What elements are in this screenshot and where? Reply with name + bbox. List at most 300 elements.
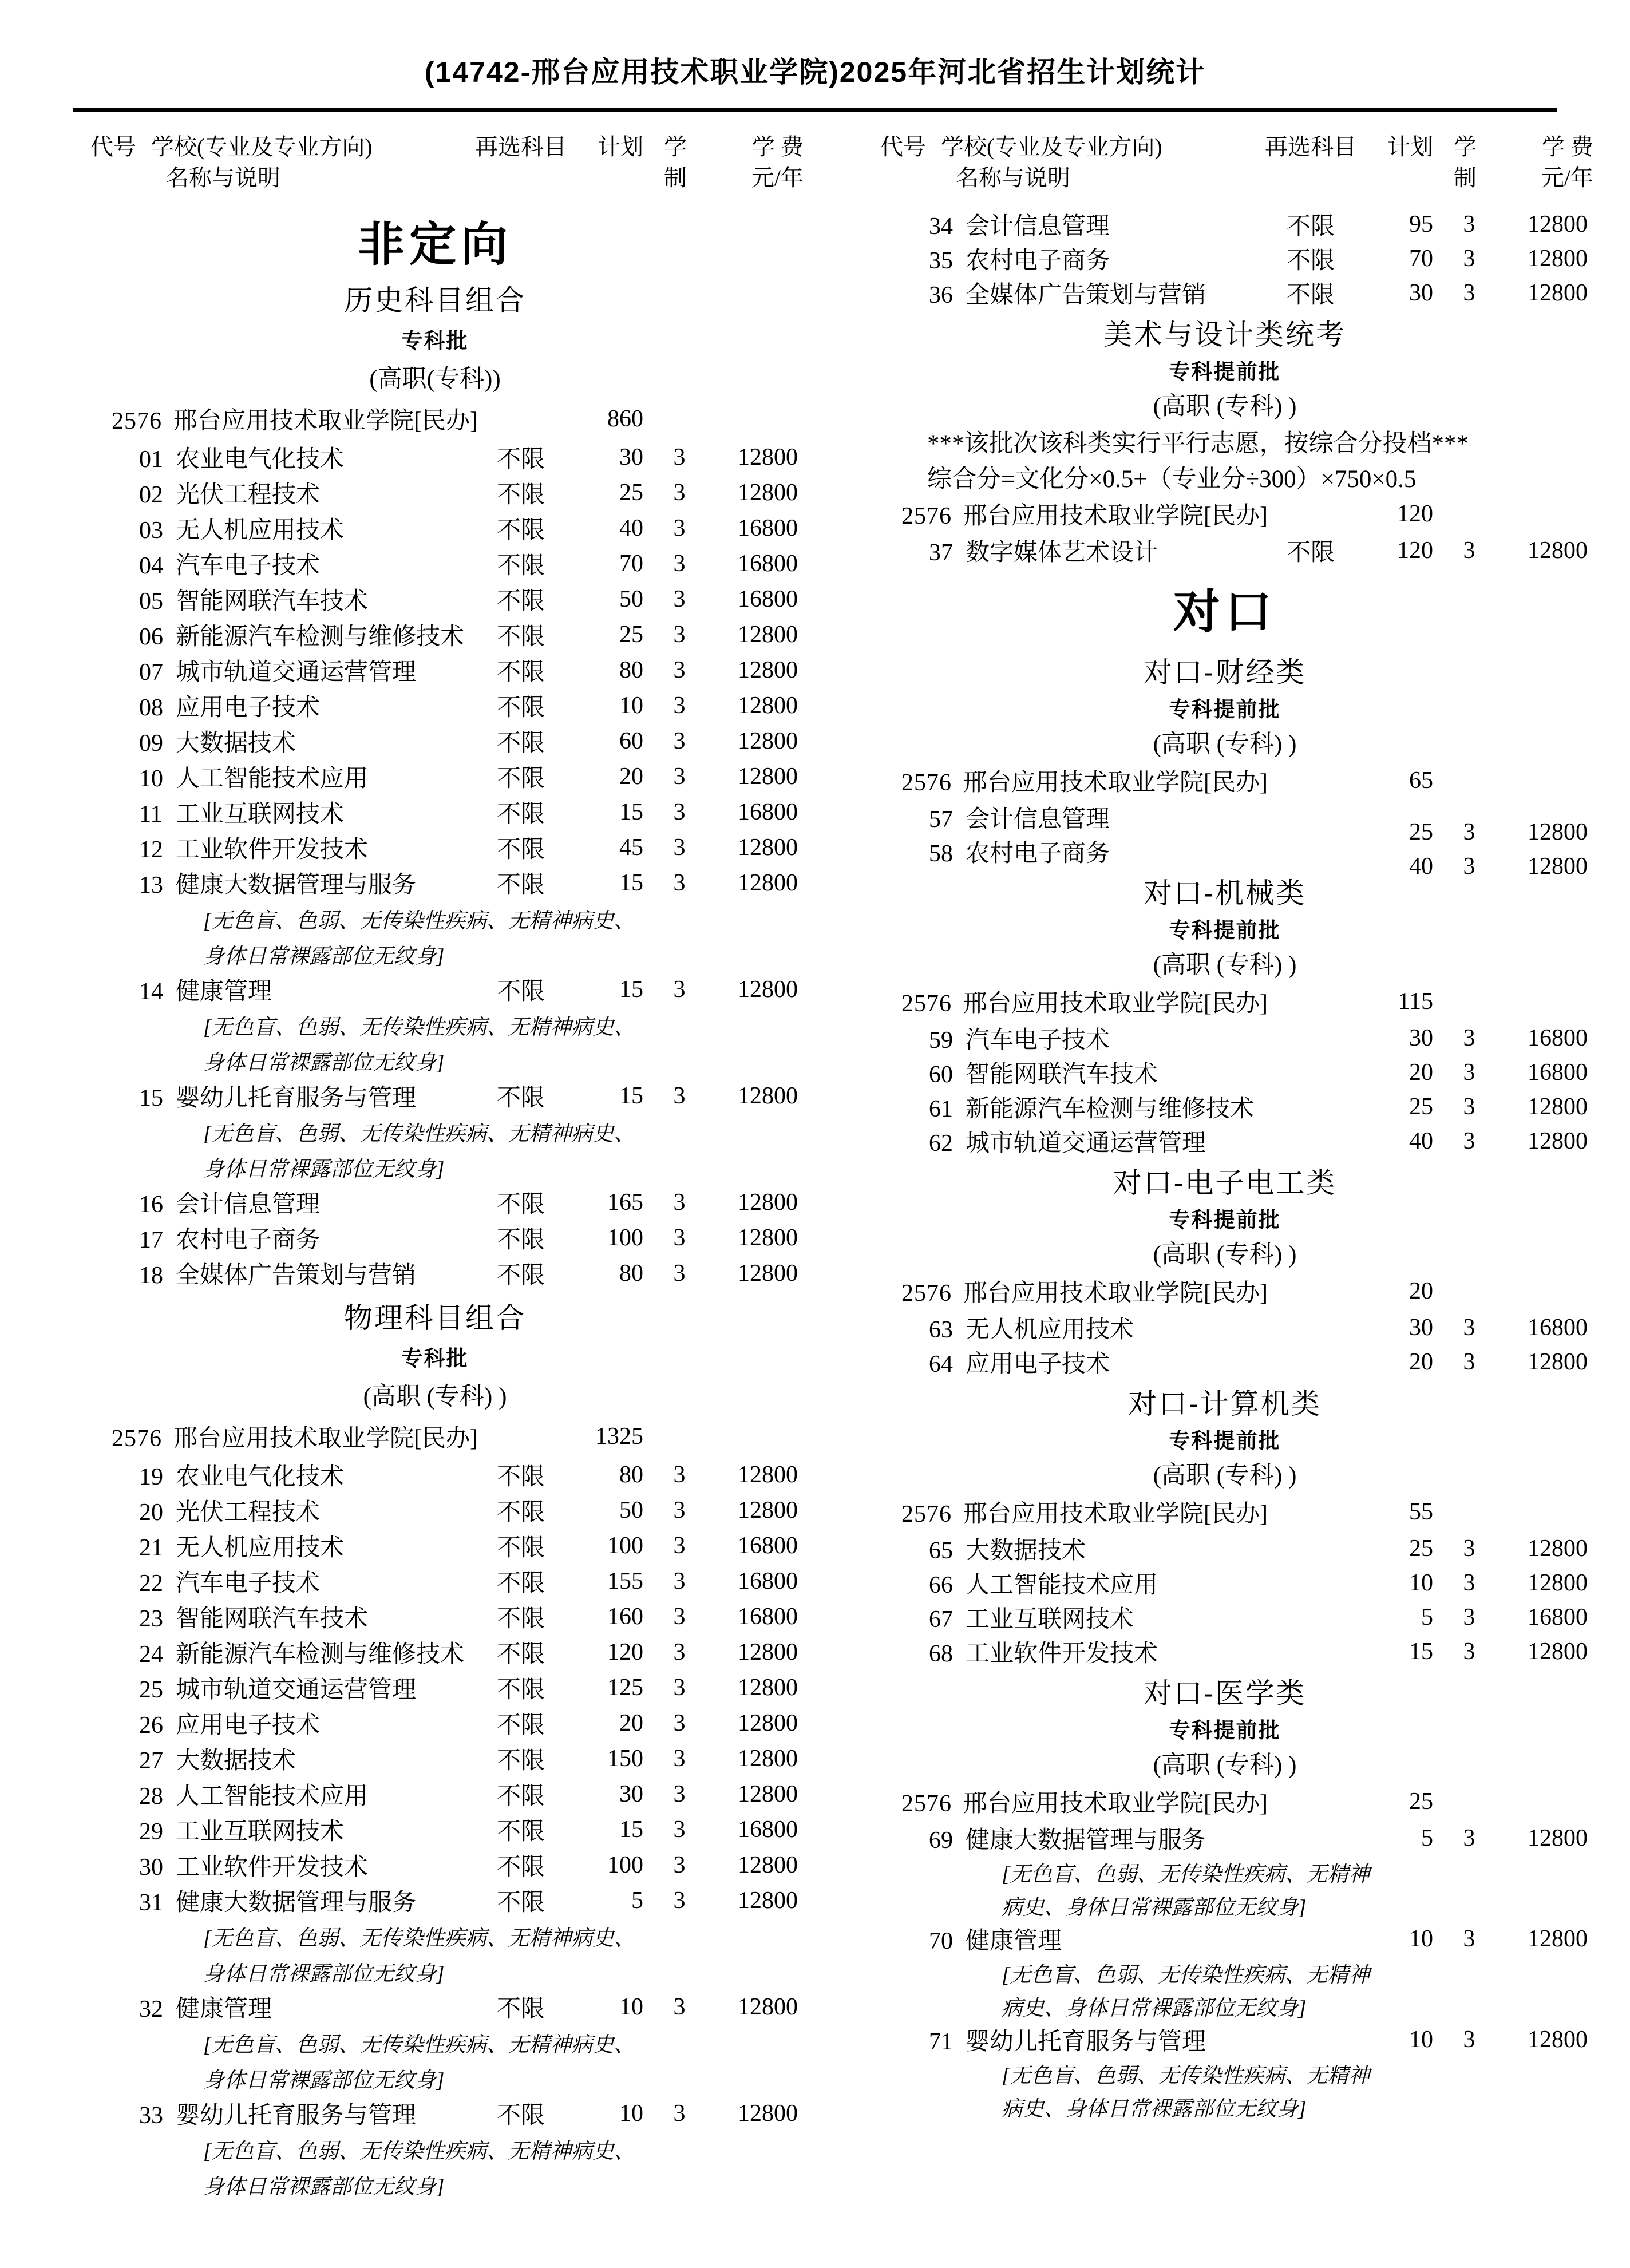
major-name: 城市轨道交通运营管理 [176,1677,417,1703]
major-subject: 不限 [496,588,545,615]
major-duration: 3 [1463,1570,1475,1596]
major-duration: 3 [673,1887,686,1914]
major-row [57,510,813,546]
major-plan: 20 [619,1710,643,1736]
major-name: 工业互联网技术 [966,1606,1134,1633]
major-row [57,1078,813,1114]
major-duration: 3 [1463,819,1475,845]
major-name: 农村电子商务 [966,841,1110,867]
major-plan: 25 [1409,819,1433,845]
major-fee: 12800 [738,1781,798,1807]
school-lead [847,1274,1268,1308]
major-row [847,1345,1603,1379]
major-fee: 12800 [1528,1825,1588,1851]
major-plan: 165 [607,1189,643,1216]
header-school-line1: 学校(专业及专业方向) [941,134,1162,160]
major-plan: 30 [1409,280,1433,306]
major-code: 35 [929,248,953,274]
major-row [847,1090,1603,1124]
major-plan: 20 [1409,1349,1433,1375]
major-row [57,1634,813,1670]
major-name: 人工智能技术应用 [966,1572,1158,1598]
major-fee: 12800 [1528,280,1588,306]
major-name: 工业软件开发技术 [176,1854,369,1881]
major-duration: 3 [673,1533,686,1559]
major-code: 25 [139,1677,163,1703]
major-fee: 12800 [1528,1349,1588,1375]
major-subject: 不限 [496,1641,545,1668]
major-plan: 25 [619,622,643,648]
major-code: 09 [139,730,163,757]
major-row [57,2096,813,2131]
policy-note-line: ***该批次该科类实行平行志愿，按综合分投档*** [927,430,1469,457]
major-lead [57,1848,469,1882]
major-code: 67 [929,1606,953,1633]
major-row [847,1124,1603,1158]
major-name: 新能源汽车检测与维修技术 [966,1096,1255,1122]
major-code: 59 [929,1027,953,1054]
major-fee: 12800 [1528,1128,1588,1154]
major-code: 29 [139,1819,163,1845]
major-duration: 3 [673,1189,686,1216]
major-fee: 12800 [738,2100,798,2127]
major-name: 大数据技术 [966,1538,1086,1564]
major-name: 会计信息管理 [966,806,1110,833]
major-subject: 不限 [496,517,545,544]
major-plan: 40 [619,515,643,541]
major-name: 智能网联汽车技术 [176,1606,369,1632]
left-column-body [57,207,813,2202]
school-code: 2576 [901,1280,952,1307]
header-school-line1: 学校(专业及专业方向) [151,134,373,160]
major-requirement-line: [无色盲、色弱、无传染性疾病、无精神病史、 [203,2033,635,2057]
major-fee: 12800 [1528,1094,1588,1120]
major-lead [57,1221,469,1255]
batch-title: 专科提前批 [1169,919,1281,942]
major-row [847,1600,1603,1634]
major-fee: 16800 [738,1568,798,1594]
major-code: 71 [929,2029,953,2055]
major-subject: 不限 [1286,282,1335,308]
major-lead [57,1185,469,1220]
school-lead [847,1495,1268,1529]
major-subject: 不限 [1286,213,1335,240]
major-fee: 12800 [1528,1926,1588,1952]
major-plan: 80 [619,657,643,683]
major-subject: 不限 [496,1890,545,1916]
major-plan: 120 [1397,537,1433,564]
major-code: 21 [139,1535,163,1561]
category-title: 对口-计算机类 [1128,1388,1322,1420]
major-code: 04 [139,553,163,579]
major-row [57,723,813,759]
major-duration: 3 [1463,853,1475,880]
major-subject: 不限 [496,1085,545,1111]
major-row [57,1185,813,1220]
major-lead [847,1821,1259,1855]
major-fee: 12800 [738,1852,798,1878]
major-fee: 12800 [738,1225,798,1251]
major-code: 28 [139,1783,163,1810]
major-code: 07 [139,659,163,686]
major-row [57,972,813,1007]
major-lead [847,1922,1259,1956]
header-fee: 学 费 元/年 [751,134,804,191]
major-fee: 12800 [1528,1638,1588,1665]
major-row [847,242,1603,276]
major-name: 智能网联汽车技术 [176,588,369,615]
major-name: 健康管理 [966,1928,1062,1954]
major-subject: 不限 [496,695,545,721]
major-lead [847,533,1259,568]
major-row [847,1311,1603,1345]
major-row [57,652,813,688]
major-duration: 3 [1463,280,1475,306]
major-name: 工业互联网技术 [176,801,345,828]
major-lead [57,582,469,616]
major-duration: 3 [673,870,686,896]
major-name: 工业软件开发技术 [176,837,369,863]
major-subject: 不限 [496,837,545,863]
major-code: 15 [139,1085,163,1111]
major-code: 02 [139,482,163,508]
major-plan: 10 [1409,1926,1433,1952]
major-code: 31 [139,1890,163,1916]
school-code: 2576 [112,1426,162,1452]
major-duration: 3 [673,1781,686,1807]
major-lead [57,1635,469,1669]
major-row [57,830,813,865]
school-lead [57,402,478,436]
school-lead [847,984,1268,1019]
major-duration: 3 [1463,1025,1475,1051]
major-fee: 12800 [738,1462,798,1488]
header-years: 学 制 [664,134,687,191]
major-code: 01 [139,446,163,473]
major-subject: 不限 [1286,540,1335,566]
major-plan: 15 [619,1083,643,1109]
major-duration: 3 [673,1497,686,1523]
major-name: 无人机应用技术 [176,517,345,544]
major-subject: 不限 [496,1535,545,1561]
school-plan-total: 860 [607,406,643,432]
major-fee: 16800 [738,1816,798,1843]
major-lead [847,242,1259,276]
major-requirement-line: [无色盲、色弱、无传染性疾病、无精神 [1002,1863,1370,1886]
header-subject: 再选科目 [1265,134,1356,160]
major-fee: 16800 [1528,1059,1588,1086]
major-name: 人工智能技术应用 [176,1783,369,1810]
major-duration: 3 [1463,1535,1475,1562]
major-code: 13 [139,872,163,899]
major-row [847,1821,1603,1855]
major-plan: 50 [619,586,643,612]
major-code: 24 [139,1641,163,1668]
major-lead [57,1493,469,1527]
major-duration: 3 [673,1852,686,1878]
major-lead [847,1634,1259,1669]
school-row [847,761,1603,800]
major-requirement-line: [无色盲、色弱、无传染性疾病、无精神病史、 [203,1122,635,1146]
major-code: 11 [139,801,163,828]
major-row [847,2022,1603,2057]
major-lead [57,795,469,829]
batch-title: 专科提前批 [1169,360,1281,383]
major-fee: 16800 [738,799,798,825]
major-lead [57,1079,469,1113]
major-fee: 12800 [1528,246,1588,272]
major-plan: 70 [1409,246,1433,272]
major-code: 32 [139,1996,163,2022]
level-title: (高职 (专科) ) [1153,393,1297,420]
major-duration: 3 [673,728,686,754]
major-lead [57,1777,469,1811]
major-fee: 12800 [1528,211,1588,238]
major-fee: 12800 [738,1189,798,1216]
major-duration: 3 [1463,2026,1475,2053]
major-duration: 3 [673,1462,686,1488]
major-code: 62 [929,1130,953,1157]
major-subject: 不限 [496,1227,545,1253]
major-row [847,1566,1603,1600]
major-duration: 3 [673,1994,686,2020]
major-name: 全媒体广告策划与营销 [966,282,1206,308]
major-requirement-line: 身体日常裸露部位无纹身] [203,2175,445,2199]
major-lead [57,1256,469,1291]
major-code: 60 [929,1062,953,1088]
major-row [847,533,1603,568]
major-subject: 不限 [496,482,545,508]
major-subject: 不限 [1286,248,1335,274]
major-row [57,1220,813,1256]
major-row [847,1634,1603,1669]
document-title: (14742-邢台应用技术职业学院)2025年河北省招生计划统计 [424,56,1206,88]
major-lead [847,1021,1259,1055]
major-lead [57,1883,469,1918]
major-duration: 3 [1463,537,1475,564]
major-subject: 不限 [496,730,545,757]
major-code: 58 [929,841,953,867]
major-lead [57,1529,469,1563]
major-row [57,1776,813,1812]
major-code: 16 [139,1192,163,1218]
major-row [57,759,813,794]
major-plan: 10 [619,2100,643,2127]
school-row [847,1272,1603,1311]
major-plan: 5 [1421,1604,1433,1630]
level-title: (高职 (专科) ) [1153,1241,1297,1268]
major-code: 70 [929,1928,953,1954]
major-duration: 3 [673,622,686,648]
major-fee: 12800 [738,1675,798,1701]
school-plan-total: 55 [1409,1499,1433,1525]
major-subject: 不限 [496,801,545,828]
major-name: 智能网联汽车技术 [966,1062,1158,1088]
major-subject: 不限 [496,1748,545,1774]
major-requirement-line: [无色盲、色弱、无传染性疾病、无精神病史、 [203,2140,635,2163]
major-plan: 50 [619,1497,643,1523]
header-code-school [847,132,1259,193]
major-lead [57,440,469,474]
major-duration: 3 [1463,1128,1475,1154]
major-code: 36 [929,282,953,308]
major-name: 大数据技术 [176,730,296,757]
category-title: 美术与设计类统考 [1103,319,1346,351]
school-name: 邢台应用技术取业学院[民办] [963,991,1268,1017]
major-duration: 3 [673,1083,686,1109]
major-lead [847,1566,1259,1600]
major-code: 64 [929,1351,953,1378]
school-plan-total: 65 [1409,767,1433,794]
major-code: 08 [139,695,163,721]
major-subject: 不限 [496,1606,545,1632]
school-name: 邢台应用技术取业学院[民办] [963,503,1268,529]
major-code: 12 [139,837,163,863]
major-row [57,1989,813,2025]
major-code: 37 [929,540,953,566]
major-plan: 100 [607,1225,643,1251]
major-row [847,207,1603,242]
major-code: 26 [139,1712,163,1739]
major-plan: 15 [619,976,643,1003]
major-code: 30 [139,1854,163,1881]
major-name: 应用电子技术 [176,695,321,721]
school-code: 2576 [901,991,952,1017]
major-duration: 3 [1463,1638,1475,1665]
major-plan: 160 [607,1604,643,1630]
major-name: 工业互联网技术 [176,1819,345,1845]
major-lead [847,1345,1259,1379]
major-duration: 3 [1463,1315,1475,1341]
major-name: 农村电子商务 [176,1227,321,1253]
level-title: (高职 (专科) ) [1153,951,1297,979]
major-plan: 15 [619,799,643,825]
header-plan: 计划 [598,134,643,160]
major-fee: 12800 [738,834,798,861]
major-code: 10 [139,766,163,792]
major-lead [57,1671,469,1705]
major-requirement-line: 身体日常裸露部位无纹身] [203,945,445,968]
major-name: 城市轨道交通运营管理 [966,1130,1206,1157]
major-duration: 3 [673,976,686,1003]
major-name: 会计信息管理 [176,1192,321,1218]
major-subject: 不限 [496,1996,545,2022]
table-header-right [847,132,1603,193]
major-duration: 3 [673,1225,686,1251]
major-code: 20 [139,1499,163,1526]
major-plan: 155 [607,1568,643,1594]
major-requirement-line: [无色盲、色弱、无传染性疾病、无精神病史、 [203,909,635,933]
major-lead [57,724,469,758]
major-fee: 16800 [1528,1315,1588,1341]
major-row [57,475,813,510]
major-duration: 3 [673,444,686,470]
school-plan-total: 1325 [595,1423,643,1450]
major-row [57,865,813,901]
school-plan-total: 20 [1409,1278,1433,1304]
major-requirement-line: [无色盲、色弱、无传染性疾病、无精神 [1002,1964,1370,1987]
major-row [57,1705,813,1741]
major-requirement-line: 身体日常裸露部位无纹身] [203,2069,445,2092]
school-row [847,1782,1603,1821]
major-plan: 125 [607,1675,643,1701]
major-fee: 12800 [738,480,798,506]
major-plan: 10 [619,692,643,719]
major-name: 无人机应用技术 [966,1317,1134,1343]
major-duration: 3 [673,763,686,790]
major-plan: 20 [1409,1059,1433,1086]
major-requirement-line: 病史、身体日常裸露部位无纹身] [1002,2097,1307,2121]
major-plan: 30 [619,1781,643,1807]
major-plan: 80 [619,1260,643,1287]
major-lead [847,1600,1259,1634]
major-lead [57,972,469,1007]
major-lead [57,1706,469,1740]
major-subject: 不限 [496,1854,545,1881]
major-code: 06 [139,624,163,650]
major-subject: 不限 [496,1677,545,1703]
header-school-line2: 名称与说明 [166,165,280,191]
major-plan: 80 [619,1462,643,1488]
major-fee: 16800 [1528,1604,1588,1630]
major-fee: 16800 [738,515,798,541]
major-row [57,1457,813,1493]
major-code: 34 [929,213,953,240]
major-code: 69 [929,1827,953,1854]
school-lead [57,1419,478,1454]
level-title: (高职(专科)) [369,365,501,393]
major-row [847,1922,1603,1956]
major-name: 婴幼儿托育服务与管理 [966,2029,1206,2055]
major-lead [57,1990,469,2024]
major-name: 会计信息管理 [966,213,1110,240]
major-row [57,688,813,723]
major-name: 光伏工程技术 [176,1499,321,1526]
category-title: 对口-机械类 [1143,877,1307,909]
major-row [57,581,813,617]
category-title: 对口-电子电工类 [1113,1167,1337,1199]
major-fee: 16800 [738,586,798,612]
major-duration: 3 [1463,211,1475,238]
major-name: 健康大数据管理与服务 [176,872,417,899]
major-code: 61 [929,1096,953,1122]
major-row [847,1531,1603,1566]
major-subject: 不限 [496,1262,545,1289]
major-duration: 3 [1463,1094,1475,1120]
major-plan: 95 [1409,211,1433,238]
major-code: 65 [929,1538,953,1564]
major-fee: 16800 [738,1533,798,1559]
school-row [57,398,813,440]
major-subject: 不限 [496,766,545,792]
major-duration: 3 [673,1710,686,1736]
batch-title: 专科提前批 [1169,698,1281,721]
major-plan: 30 [619,444,643,470]
major-name: 新能源汽车检测与维修技术 [176,624,465,650]
major-lead [847,834,1259,869]
major-fee: 12800 [738,1497,798,1523]
school-lead [847,1784,1268,1819]
major-duration: 3 [673,692,686,719]
section-title: 非定向 [357,218,512,271]
major-code: 18 [139,1262,163,1289]
major-lead [847,1531,1259,1566]
major-plan: 40 [1409,853,1433,880]
major-requirement-line: [无色盲、色弱、无传染性疾病、无精神病史、 [203,1016,635,1039]
major-plan: 10 [619,1994,643,2020]
header-code: 代号 [880,134,926,160]
major-name: 农业电气化技术 [176,446,345,473]
